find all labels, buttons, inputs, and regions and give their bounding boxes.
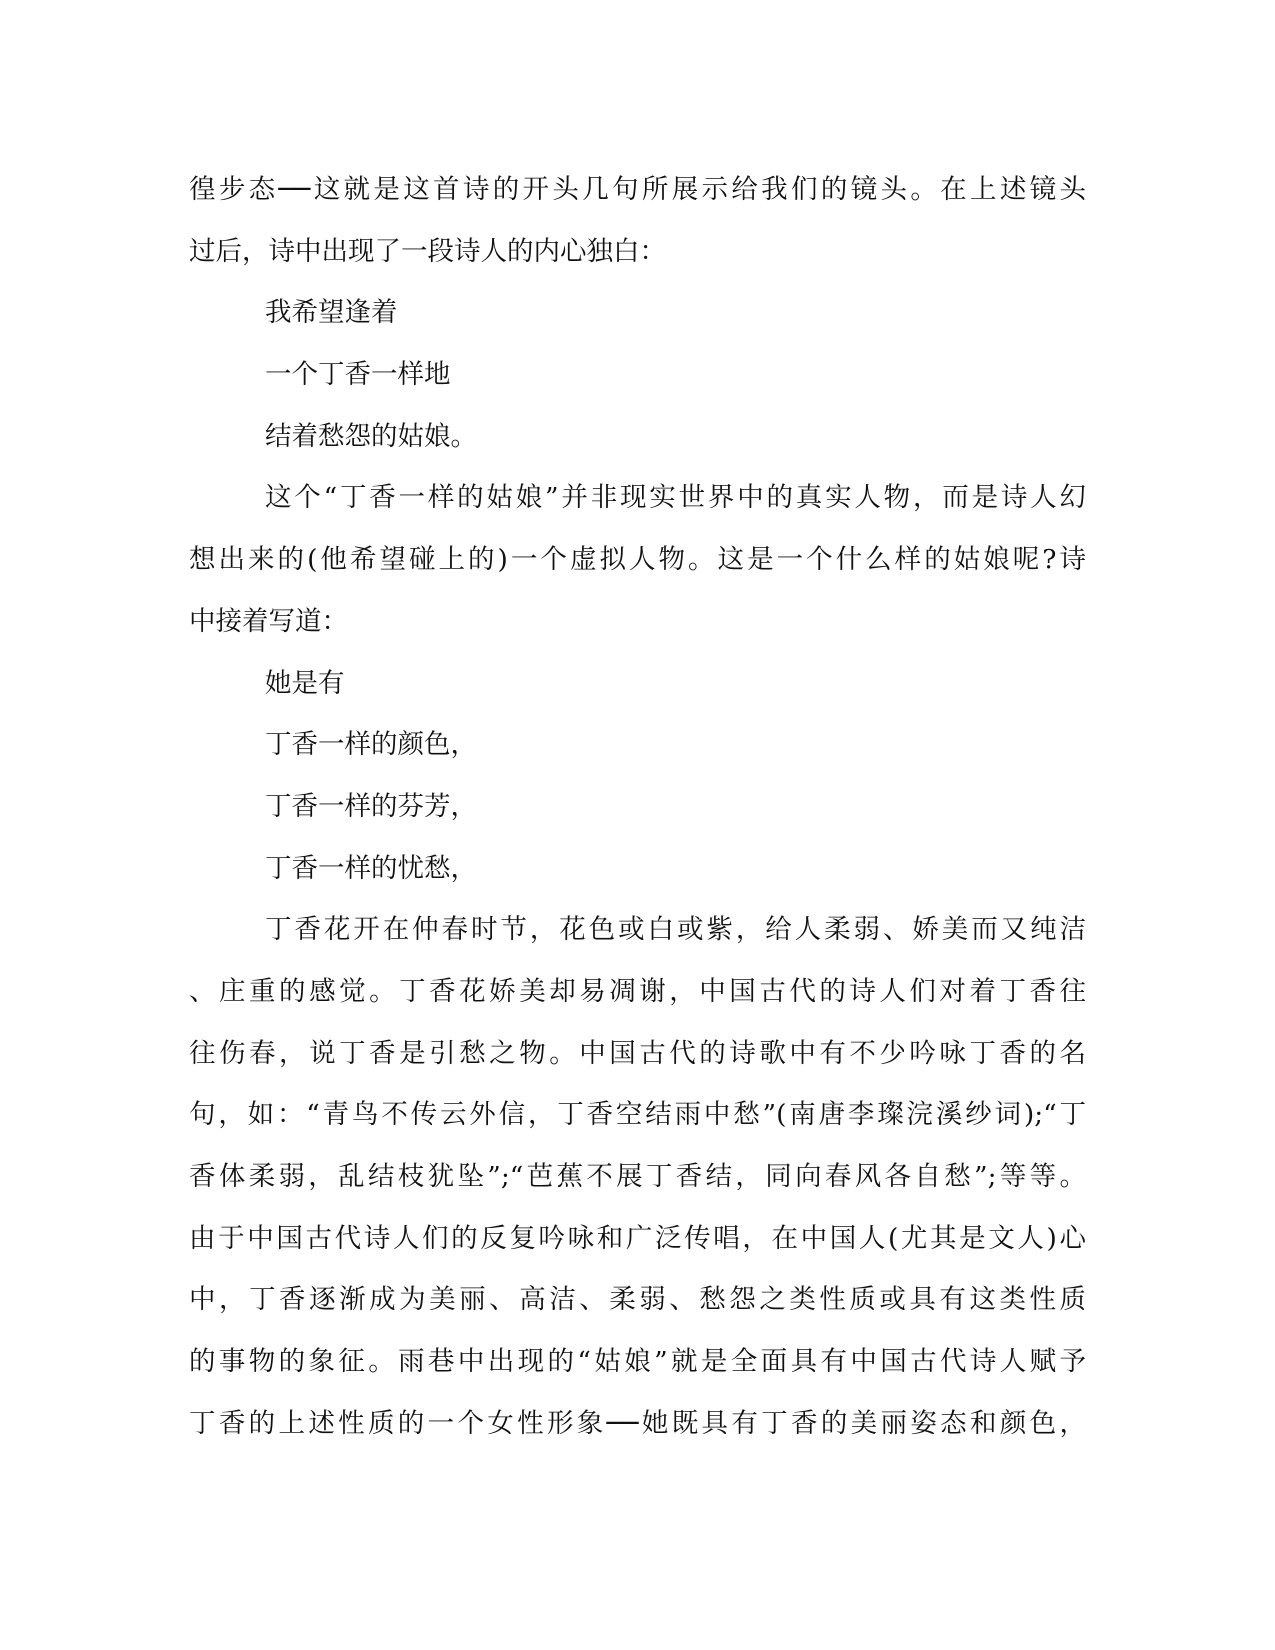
text-line: 、庄重的感觉。丁香花娇美却易凋谢，中国古代的诗人们对着丁香往: [189, 975, 1086, 1007]
poem-line: 丁香一样的芬芳，: [265, 790, 477, 822]
poem-line: 丁香一样的忧愁，: [265, 852, 477, 884]
paragraph-first-line: 这个“丁香一样的姑娘”并非现实世界中的真实人物，而是诗人幻: [265, 482, 1086, 514]
poem-line: 结着愁怨的姑娘。: [265, 420, 477, 452]
text-line: 由于中国古代诗人们的反复吟咏和广泛传唱，在中国人(尤其是文人)心: [189, 1222, 1086, 1254]
text-line: 句，如：“青鸟不传云外信，丁香空结雨中愁”(南唐李璨浣溪纱词);“丁: [189, 1099, 1086, 1131]
text-line: 中接着写道：: [189, 605, 348, 637]
body-text: [189, 159, 1086, 1454]
text-line: 香体柔弱，乱结枝犹坠”;“芭蕉不展丁香结，同向春风各自愁”;等等。: [189, 1161, 1086, 1192]
text-line: 过后，诗中出现了一段诗人的内心独白：: [189, 235, 666, 267]
poem-line: 我希望逢着: [265, 297, 398, 329]
text-line: 徨步态──这就是这首诗的开头几句所展示给我们的镜头。在上述镜头: [189, 174, 1086, 205]
text-line: 想出来的(他希望碰上的)一个虚拟人物。这是一个什么样的姑娘呢?诗: [189, 544, 1086, 576]
paragraph-first-line: 丁香花开在仲春时节，花色或白或紫，给人柔弱、娇美而又纯洁: [265, 914, 1086, 946]
text-line: 往伤春，说丁香是引愁之物。中国古代的诗歌中有不少吟咏丁香的名: [189, 1037, 1086, 1069]
poem-line: 丁香一样的颜色，: [265, 729, 477, 761]
poem-line: 一个丁香一样地: [265, 359, 451, 391]
poem-line: 她是有: [265, 667, 345, 699]
text-line: 中，丁香逐渐成为美丽、高洁、柔弱、愁怨之类性质或具有这类性质: [189, 1284, 1086, 1316]
text-line: 丁香的上述性质的一个女性形象──她既具有丁香的美丽姿态和颜色，: [189, 1407, 1086, 1439]
text-line: 的事物的象征。雨巷中出现的“姑娘”就是全面具有中国古代诗人赋予: [189, 1346, 1086, 1378]
